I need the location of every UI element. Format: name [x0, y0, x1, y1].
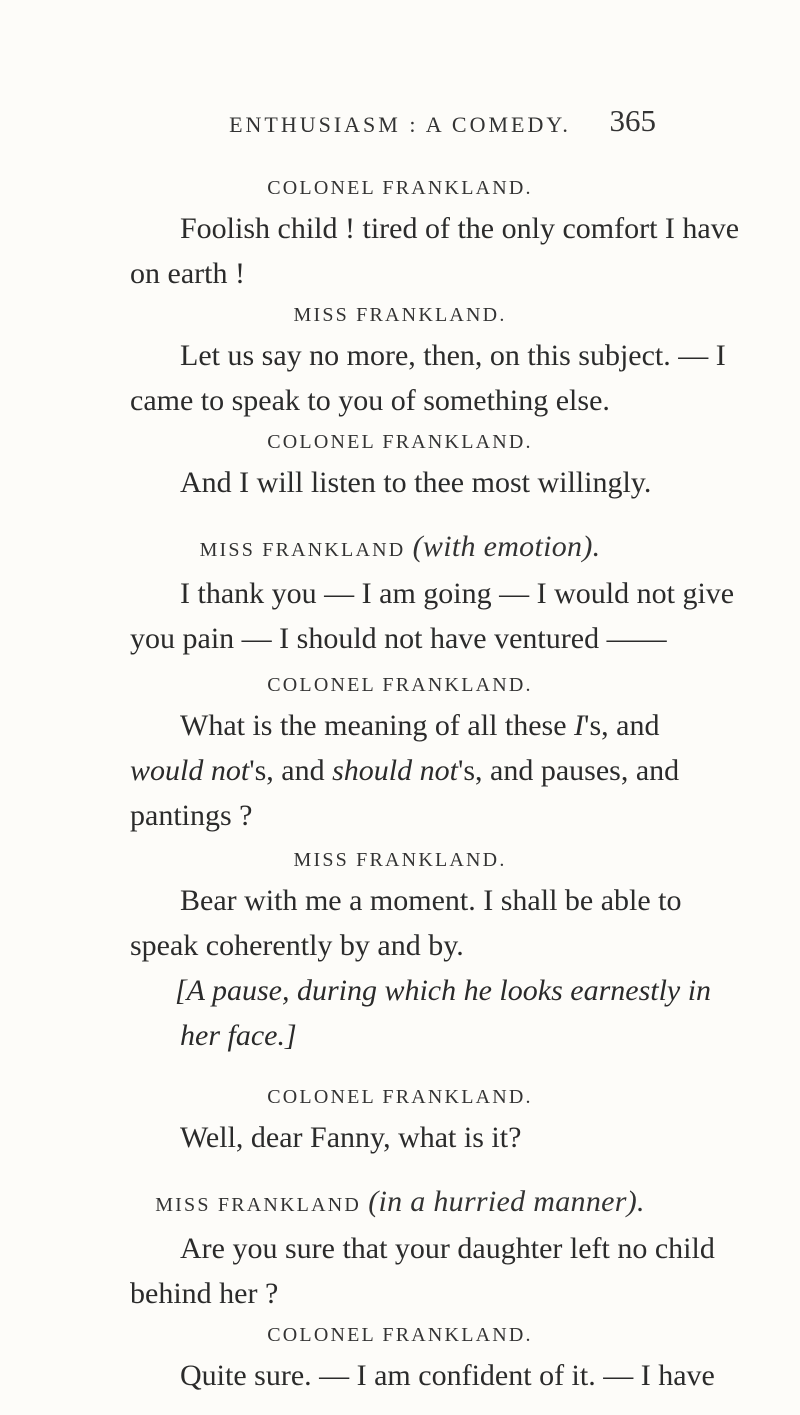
speech-text: Well, dear Fanny, what is it?: [180, 1121, 522, 1154]
stage-direction-block: [A pause, during which he looks earnestly in her face.]: [175, 974, 712, 1052]
speech-text: What is the meaning of all these I's, and would not's, and should not's, and pauses, and pantings ?: [130, 709, 680, 832]
speaker-heading: COLONEL FRANKLAND.: [267, 431, 533, 453]
speech-text: Let us say no more, then, on this subject. — I came to speak to you of something else.: [130, 339, 726, 417]
stage-direction: (with emotion).: [412, 530, 601, 563]
speech-text: Quite sure. — I am confident of it. — I have: [180, 1359, 715, 1392]
page-number: 365: [609, 103, 656, 138]
speaker-heading-with-stage-direction: [0, 1185, 800, 1219]
speech-text: And I will listen to thee most willingly.: [180, 466, 652, 499]
speaker-name: MISS FRANKLAND: [155, 1194, 362, 1216]
speaker-heading: MISS FRANKLAND.: [293, 304, 507, 326]
stage-direction: (in a hurried manner).: [368, 1185, 645, 1218]
speech-text: I thank you — I am going — I would not give you pain — I should not have ventured ——: [130, 577, 735, 655]
speech-text: Foolish child ! tired of the only comfort I have on earth !: [130, 212, 740, 290]
running-title: ENTHUSIASM : A COMEDY.: [229, 112, 571, 137]
speaker-heading: COLONEL FRANKLAND.: [267, 177, 533, 199]
speaker-name: MISS FRANKLAND: [199, 539, 406, 561]
speaker-heading-with-stage-direction: [0, 530, 800, 564]
speaker-heading: COLONEL FRANKLAND.: [267, 1324, 533, 1346]
speech-text: Bear with me a moment. I shall be able to speak coherently by and by.: [130, 884, 682, 962]
speaker-heading: MISS FRANKLAND.: [293, 849, 507, 871]
speech-text: Are you sure that your daughter left no child behind her ?: [130, 1232, 715, 1310]
speaker-heading: COLONEL FRANKLAND.: [267, 674, 533, 696]
speaker-heading: COLONEL FRANKLAND.: [267, 1086, 533, 1108]
